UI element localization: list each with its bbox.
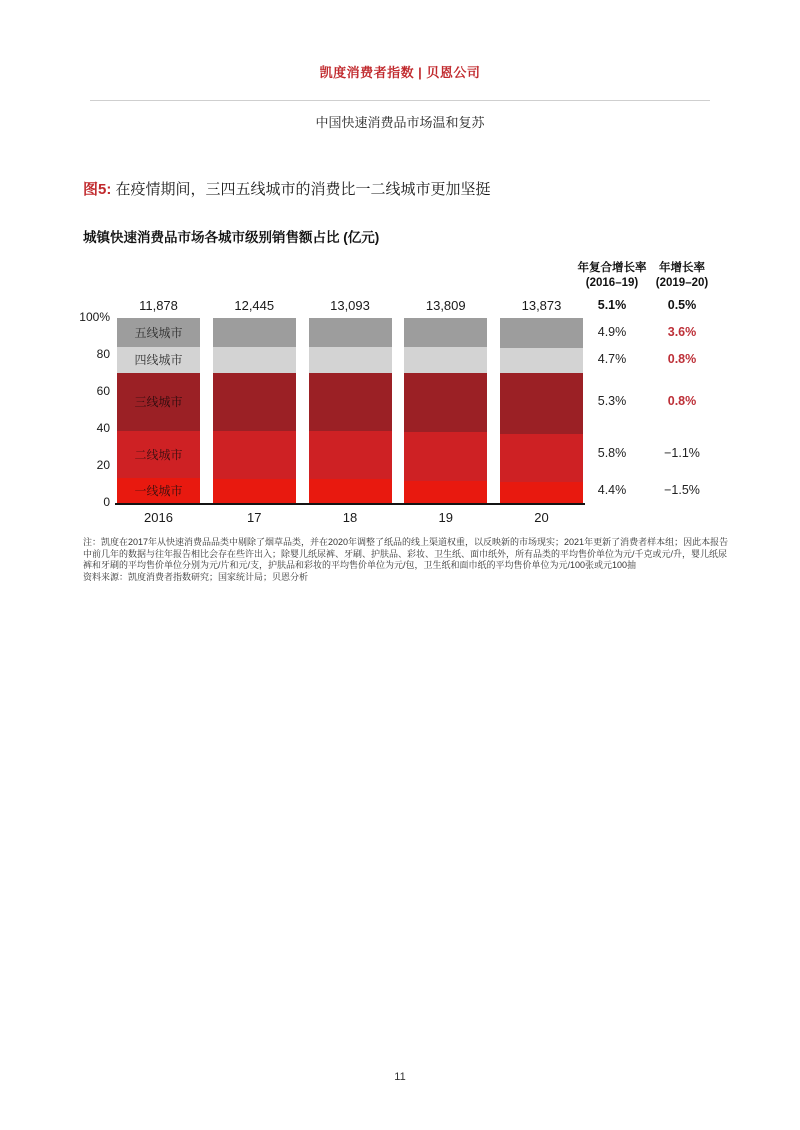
cagr-value-五线城市: 4.9% — [597, 324, 627, 339]
segment-label: 五线城市 — [134, 326, 183, 341]
bar-2016 — [117, 318, 200, 503]
segment-一线城市 — [213, 479, 296, 503]
x-axis-label: 19 — [438, 510, 453, 525]
footnote-line: 注：凯度在2017年从快速消费品品类中剔除了烟草品类，并在2020年调整了纸品的线上渠道权重，以反映新的市场现实；2021年更新了消费者样本组；因此本报告 — [83, 537, 729, 547]
segment-三线城市 — [404, 373, 487, 432]
y-axis-tick: 0 — [103, 495, 110, 509]
segment-label: 二线城市 — [134, 447, 183, 462]
total-cagr-value: 5.1% — [597, 298, 627, 312]
footnotes — [83, 537, 731, 583]
cagr-value-二线城市: 5.8% — [597, 446, 627, 461]
segment-五线城市 — [404, 318, 487, 347]
bar-total-label: 13,873 — [521, 298, 562, 313]
annual-growth-value-一线城市: −1.5% — [664, 482, 700, 497]
masthead: 凯度消费者指数 | 贝恩公司 — [319, 65, 481, 80]
figure-label: 图5: — [83, 181, 112, 198]
segment-label: 三线城市 — [134, 395, 183, 410]
segment-二线城市 — [309, 431, 392, 479]
x-axis-baseline — [115, 503, 585, 505]
segment-一线城市 — [404, 481, 487, 503]
cagr-value-一线城市: 4.4% — [597, 482, 627, 497]
segment-五线城市 — [309, 318, 392, 347]
y-axis-tick: 60 — [96, 384, 110, 398]
segment-三线城市 — [117, 373, 200, 431]
segment-一线城市 — [309, 479, 392, 503]
chart-title: 城镇快速消费品市场各城市级别销售额占比 (亿元) — [83, 230, 380, 245]
cagr-value-四线城市: 4.7% — [597, 351, 627, 366]
segment-四线城市 — [213, 347, 296, 373]
annual-growth-value-四线城市: 0.8% — [667, 351, 697, 366]
footnote-line: 中前几年的数据与往年报告相比会存在些许出入；除婴儿纸尿裤、牙刷、护肤品、彩妆、卫生纸、面巾纸外，所有品类的平均售价单位为元/千克或元/升，婴儿纸尿 — [83, 548, 728, 559]
segment-二线城市 — [117, 431, 200, 478]
segment-五线城市 — [117, 318, 200, 347]
segment-三线城市 — [309, 373, 392, 431]
x-axis-label: 17 — [247, 510, 262, 525]
annual-growth-value-五线城市: 3.6% — [667, 324, 697, 339]
segment-四线城市 — [309, 347, 392, 373]
cagr-column-header: 年复合增长率 (2016–19) — [577, 262, 647, 289]
footnote-line: 裤和牙刷的平均售价单位分别为元/片和元/支，护肤品和彩妆的平均售价单位为元/包，卫生纸和面巾纸的平均售价单位为元/100张或元100抽 — [83, 560, 637, 571]
page-number: 11 — [394, 1071, 406, 1083]
bar-17 — [213, 318, 296, 503]
x-axis-label: 20 — [534, 510, 549, 525]
segment-一线城市 — [117, 478, 200, 503]
y-axis-tick: 100% — [79, 310, 110, 324]
segment-二线城市 — [213, 431, 296, 479]
segment-二线城市 — [404, 432, 487, 481]
segment-label: 一线城市 — [134, 484, 183, 499]
page-subtitle: 中国快速消费品市场温和复苏 — [315, 115, 485, 130]
annual-growth-column-header: 年增长率 (2019–20) — [655, 262, 709, 289]
bar-18 — [309, 318, 392, 503]
y-axis-tick: 20 — [96, 458, 110, 472]
footnote-source: 资料来源：凯度消费者指数研究；国家统计局；贝恩分析 — [83, 571, 309, 582]
bar-19 — [404, 318, 487, 503]
x-axis-label: 2016 — [144, 510, 173, 525]
bar-20 — [500, 318, 583, 503]
figure-caption-text: 在疫情期间，三四五线城市的消费比一二线城市更加坚挺 — [111, 181, 491, 198]
bar-total-label: 13,809 — [425, 298, 466, 313]
x-axis-label: 18 — [342, 510, 358, 525]
segment-四线城市 — [117, 347, 200, 373]
segment-label: 四线城市 — [134, 353, 183, 368]
annual-growth-value-三线城市: 0.8% — [667, 393, 697, 408]
total-annual-growth-value: 0.5% — [667, 298, 697, 312]
stacked-bar-chart — [0, 0, 800, 560]
bar-total-label: 11,878 — [139, 298, 178, 313]
segment-五线城市 — [213, 318, 296, 347]
cagr-value-三线城市: 5.3% — [597, 393, 627, 408]
annual-growth-value-二线城市: −1.1% — [664, 446, 700, 461]
y-axis-tick: 40 — [96, 421, 110, 435]
segment-四线城市 — [404, 347, 487, 373]
segment-三线城市 — [213, 373, 296, 431]
y-axis-tick: 80 — [96, 347, 110, 361]
bar-total-label: 13,093 — [330, 298, 370, 313]
bar-total-label: 12,445 — [234, 298, 275, 313]
